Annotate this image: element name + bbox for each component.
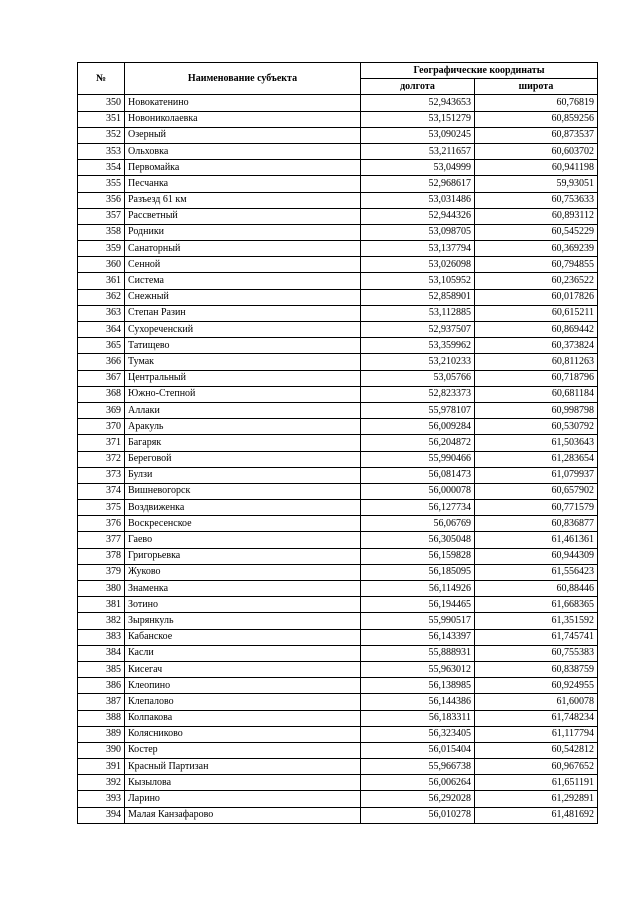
cell-subject-name: Южно-Степной xyxy=(125,386,361,402)
cell-subject-name: Новониколаевка xyxy=(125,111,361,127)
cell-number: 384 xyxy=(78,645,125,661)
cell-longitude: 53,090245 xyxy=(361,127,475,143)
cell-subject-name: Колпакова xyxy=(125,710,361,726)
cell-longitude: 55,963012 xyxy=(361,661,475,677)
table-row xyxy=(78,208,598,224)
cell-subject-name: Новокатенино xyxy=(125,95,361,111)
cell-latitude: 60,530792 xyxy=(475,419,598,435)
cell-number: 388 xyxy=(78,710,125,726)
cell-number: 359 xyxy=(78,241,125,257)
table-row xyxy=(78,759,598,775)
cell-latitude: 60,873537 xyxy=(475,127,598,143)
cell-latitude: 61,651191 xyxy=(475,775,598,791)
header-row-top xyxy=(78,63,598,79)
cell-number: 378 xyxy=(78,548,125,564)
cell-longitude: 53,359962 xyxy=(361,338,475,354)
table-row xyxy=(78,791,598,807)
cell-subject-name: Аллаки xyxy=(125,402,361,418)
cell-latitude: 60,859256 xyxy=(475,111,598,127)
cell-latitude: 60,794855 xyxy=(475,257,598,273)
cell-latitude: 60,836877 xyxy=(475,516,598,532)
cell-latitude: 60,545229 xyxy=(475,224,598,240)
table-row xyxy=(78,419,598,435)
header-geo-coordinates: Географические координаты xyxy=(361,63,598,79)
table-row xyxy=(78,645,598,661)
cell-number: 392 xyxy=(78,775,125,791)
cell-longitude: 55,990466 xyxy=(361,451,475,467)
cell-subject-name: Первомайка xyxy=(125,160,361,176)
cell-subject-name: Степан Разин xyxy=(125,305,361,321)
cell-latitude: 60,924955 xyxy=(475,678,598,694)
cell-subject-name: Ларино xyxy=(125,791,361,807)
cell-latitude: 60,373824 xyxy=(475,338,598,354)
cell-longitude: 56,138985 xyxy=(361,678,475,694)
cell-longitude: 56,009284 xyxy=(361,419,475,435)
cell-latitude: 60,017826 xyxy=(475,289,598,305)
cell-latitude: 60,967652 xyxy=(475,759,598,775)
table-row xyxy=(78,548,598,564)
cell-longitude: 56,292028 xyxy=(361,791,475,807)
table-row xyxy=(78,192,598,208)
cell-number: 362 xyxy=(78,289,125,305)
cell-longitude: 53,04999 xyxy=(361,160,475,176)
cell-number: 391 xyxy=(78,759,125,775)
cell-latitude: 61,117794 xyxy=(475,726,598,742)
cell-number: 358 xyxy=(78,224,125,240)
table-header xyxy=(78,63,598,95)
cell-longitude: 53,031486 xyxy=(361,192,475,208)
table-row xyxy=(78,402,598,418)
cell-longitude: 53,098705 xyxy=(361,224,475,240)
table-row xyxy=(78,176,598,192)
cell-number: 372 xyxy=(78,451,125,467)
cell-longitude: 56,006264 xyxy=(361,775,475,791)
table-row xyxy=(78,581,598,597)
table-row xyxy=(78,386,598,402)
cell-subject-name: Центральный xyxy=(125,370,361,386)
table-row xyxy=(78,354,598,370)
cell-number: 364 xyxy=(78,322,125,338)
header-longitude: долгота xyxy=(361,79,475,95)
cell-longitude: 56,015404 xyxy=(361,742,475,758)
cell-longitude: 53,210233 xyxy=(361,354,475,370)
cell-number: 365 xyxy=(78,338,125,354)
cell-subject-name: Булзи xyxy=(125,467,361,483)
cell-subject-name: Озерный xyxy=(125,127,361,143)
table-row xyxy=(78,338,598,354)
table-row xyxy=(78,678,598,694)
cell-subject-name: Клепалово xyxy=(125,694,361,710)
cell-subject-name: Зотино xyxy=(125,597,361,613)
cell-subject-name: Гаево xyxy=(125,532,361,548)
cell-subject-name: Вишневогорск xyxy=(125,483,361,499)
table-row xyxy=(78,597,598,613)
cell-number: 354 xyxy=(78,160,125,176)
cell-number: 355 xyxy=(78,176,125,192)
cell-subject-name: Григорьевка xyxy=(125,548,361,564)
cell-latitude: 60,944309 xyxy=(475,548,598,564)
cell-number: 377 xyxy=(78,532,125,548)
cell-longitude: 56,305048 xyxy=(361,532,475,548)
cell-longitude: 55,990517 xyxy=(361,613,475,629)
cell-number: 350 xyxy=(78,95,125,111)
cell-subject-name: Красный Партизан xyxy=(125,759,361,775)
cell-longitude: 56,114926 xyxy=(361,581,475,597)
cell-latitude: 60,603702 xyxy=(475,143,598,159)
cell-number: 368 xyxy=(78,386,125,402)
cell-longitude: 56,183311 xyxy=(361,710,475,726)
cell-longitude: 56,127734 xyxy=(361,500,475,516)
cell-number: 381 xyxy=(78,597,125,613)
cell-subject-name: Сухореченский xyxy=(125,322,361,338)
cell-longitude: 52,944326 xyxy=(361,208,475,224)
cell-subject-name: Разъезд 61 км xyxy=(125,192,361,208)
cell-longitude: 56,143397 xyxy=(361,629,475,645)
cell-subject-name: Снежный xyxy=(125,289,361,305)
cell-number: 379 xyxy=(78,564,125,580)
cell-longitude: 53,026098 xyxy=(361,257,475,273)
cell-subject-name: Береговой xyxy=(125,451,361,467)
cell-latitude: 61,283654 xyxy=(475,451,598,467)
cell-number: 351 xyxy=(78,111,125,127)
cell-subject-name: Жуково xyxy=(125,564,361,580)
cell-subject-name: Сенной xyxy=(125,257,361,273)
table-body xyxy=(78,95,598,823)
cell-subject-name: Рассветный xyxy=(125,208,361,224)
cell-number: 380 xyxy=(78,581,125,597)
table-row xyxy=(78,435,598,451)
cell-number: 382 xyxy=(78,613,125,629)
cell-subject-name: Кисегач xyxy=(125,661,361,677)
cell-latitude: 60,811263 xyxy=(475,354,598,370)
cell-longitude: 56,010278 xyxy=(361,807,475,823)
cell-latitude: 60,869442 xyxy=(475,322,598,338)
cell-longitude: 52,943653 xyxy=(361,95,475,111)
table-row xyxy=(78,160,598,176)
cell-number: 390 xyxy=(78,742,125,758)
cell-number: 369 xyxy=(78,402,125,418)
cell-number: 385 xyxy=(78,661,125,677)
table-row xyxy=(78,322,598,338)
table-row xyxy=(78,257,598,273)
cell-latitude: 60,893112 xyxy=(475,208,598,224)
cell-subject-name: Кабанское xyxy=(125,629,361,645)
cell-latitude: 61,461361 xyxy=(475,532,598,548)
cell-subject-name: Костер xyxy=(125,742,361,758)
cell-longitude: 53,105952 xyxy=(361,273,475,289)
cell-subject-name: Багаряк xyxy=(125,435,361,451)
cell-latitude: 60,369239 xyxy=(475,241,598,257)
cell-latitude: 60,236522 xyxy=(475,273,598,289)
cell-longitude: 52,858901 xyxy=(361,289,475,305)
table-row xyxy=(78,564,598,580)
cell-number: 367 xyxy=(78,370,125,386)
table-row xyxy=(78,370,598,386)
cell-longitude: 56,323405 xyxy=(361,726,475,742)
cell-subject-name: Тумак xyxy=(125,354,361,370)
cell-subject-name: Ольховка xyxy=(125,143,361,159)
cell-subject-name: Воздвиженка xyxy=(125,500,361,516)
table-row xyxy=(78,532,598,548)
cell-longitude: 56,081473 xyxy=(361,467,475,483)
cell-number: 360 xyxy=(78,257,125,273)
cell-number: 375 xyxy=(78,500,125,516)
cell-longitude: 53,211657 xyxy=(361,143,475,159)
cell-number: 370 xyxy=(78,419,125,435)
cell-number: 366 xyxy=(78,354,125,370)
table-row xyxy=(78,273,598,289)
table-row xyxy=(78,726,598,742)
cell-latitude: 60,771579 xyxy=(475,500,598,516)
cell-subject-name: Клеопино xyxy=(125,678,361,694)
cell-subject-name: Система xyxy=(125,273,361,289)
cell-latitude: 60,88446 xyxy=(475,581,598,597)
cell-number: 353 xyxy=(78,143,125,159)
cell-latitude: 61,079937 xyxy=(475,467,598,483)
cell-subject-name: Песчанка xyxy=(125,176,361,192)
cell-subject-name: Санаторный xyxy=(125,241,361,257)
cell-number: 386 xyxy=(78,678,125,694)
cell-longitude: 55,966738 xyxy=(361,759,475,775)
cell-latitude: 61,745741 xyxy=(475,629,598,645)
cell-latitude: 61,481692 xyxy=(475,807,598,823)
cell-longitude: 56,159828 xyxy=(361,548,475,564)
table-row xyxy=(78,305,598,321)
header-subject-name: Наименование субъекта xyxy=(125,63,361,95)
cell-subject-name: Воскресенское xyxy=(125,516,361,532)
cell-longitude: 55,978107 xyxy=(361,402,475,418)
cell-longitude: 56,000078 xyxy=(361,483,475,499)
table-row xyxy=(78,742,598,758)
table-row xyxy=(78,289,598,305)
table-row xyxy=(78,500,598,516)
cell-latitude: 60,998798 xyxy=(475,402,598,418)
cell-number: 376 xyxy=(78,516,125,532)
cell-number: 373 xyxy=(78,467,125,483)
cell-latitude: 60,76819 xyxy=(475,95,598,111)
table-row xyxy=(78,807,598,823)
cell-number: 393 xyxy=(78,791,125,807)
cell-subject-name: Малая Канзафарово xyxy=(125,807,361,823)
table-row xyxy=(78,661,598,677)
cell-longitude: 53,137794 xyxy=(361,241,475,257)
cell-longitude: 56,185095 xyxy=(361,564,475,580)
cell-longitude: 56,194465 xyxy=(361,597,475,613)
cell-longitude: 53,05766 xyxy=(361,370,475,386)
cell-number: 361 xyxy=(78,273,125,289)
cell-number: 394 xyxy=(78,807,125,823)
cell-subject-name: Аракуль xyxy=(125,419,361,435)
cell-latitude: 61,292891 xyxy=(475,791,598,807)
table-row xyxy=(78,95,598,111)
cell-number: 374 xyxy=(78,483,125,499)
cell-latitude: 60,657902 xyxy=(475,483,598,499)
cell-latitude: 61,748234 xyxy=(475,710,598,726)
table-row xyxy=(78,483,598,499)
cell-number: 387 xyxy=(78,694,125,710)
cell-latitude: 60,681184 xyxy=(475,386,598,402)
cell-number: 389 xyxy=(78,726,125,742)
cell-longitude: 55,888931 xyxy=(361,645,475,661)
table-row xyxy=(78,241,598,257)
cell-number: 371 xyxy=(78,435,125,451)
cell-latitude: 60,755383 xyxy=(475,645,598,661)
cell-latitude: 61,668365 xyxy=(475,597,598,613)
cell-latitude: 60,838759 xyxy=(475,661,598,677)
cell-longitude: 56,144386 xyxy=(361,694,475,710)
cell-subject-name: Кызылова xyxy=(125,775,361,791)
cell-subject-name: Колясниково xyxy=(125,726,361,742)
cell-subject-name: Родники xyxy=(125,224,361,240)
table-row xyxy=(78,613,598,629)
table-row xyxy=(78,775,598,791)
table-row xyxy=(78,224,598,240)
cell-latitude: 59,93051 xyxy=(475,176,598,192)
cell-latitude: 60,542812 xyxy=(475,742,598,758)
table-row xyxy=(78,143,598,159)
table-row xyxy=(78,467,598,483)
cell-latitude: 60,941198 xyxy=(475,160,598,176)
cell-longitude: 52,937507 xyxy=(361,322,475,338)
table-row xyxy=(78,629,598,645)
table-row xyxy=(78,111,598,127)
cell-longitude: 56,204872 xyxy=(361,435,475,451)
cell-number: 357 xyxy=(78,208,125,224)
cell-latitude: 60,718796 xyxy=(475,370,598,386)
cell-number: 352 xyxy=(78,127,125,143)
cell-number: 363 xyxy=(78,305,125,321)
table-row xyxy=(78,694,598,710)
cell-latitude: 60,753633 xyxy=(475,192,598,208)
table-row xyxy=(78,710,598,726)
table-row xyxy=(78,127,598,143)
cell-latitude: 61,60078 xyxy=(475,694,598,710)
cell-longitude: 53,151279 xyxy=(361,111,475,127)
header-number: № xyxy=(78,63,125,95)
cell-latitude: 61,556423 xyxy=(475,564,598,580)
cell-longitude: 56,06769 xyxy=(361,516,475,532)
header-latitude: широта xyxy=(475,79,598,95)
coordinates-table xyxy=(77,62,598,824)
cell-latitude: 61,351592 xyxy=(475,613,598,629)
cell-longitude: 53,112885 xyxy=(361,305,475,321)
cell-subject-name: Зырянкуль xyxy=(125,613,361,629)
table-row xyxy=(78,451,598,467)
cell-number: 356 xyxy=(78,192,125,208)
cell-subject-name: Касли xyxy=(125,645,361,661)
cell-subject-name: Знаменка xyxy=(125,581,361,597)
table-row xyxy=(78,516,598,532)
cell-latitude: 61,503643 xyxy=(475,435,598,451)
cell-longitude: 52,823373 xyxy=(361,386,475,402)
cell-subject-name: Татищево xyxy=(125,338,361,354)
cell-latitude: 60,615211 xyxy=(475,305,598,321)
cell-number: 383 xyxy=(78,629,125,645)
cell-longitude: 52,968617 xyxy=(361,176,475,192)
